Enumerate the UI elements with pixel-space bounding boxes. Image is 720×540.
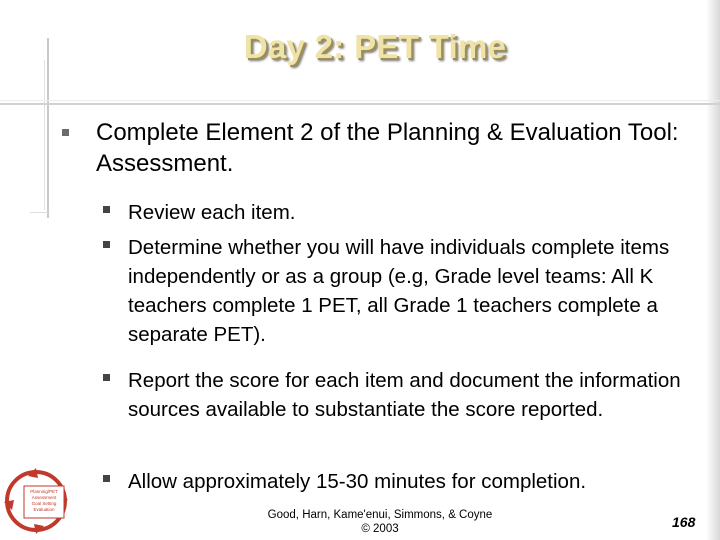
- decorative-horizontal-line-faint: [0, 100, 720, 101]
- square-bullet-icon: [103, 241, 110, 248]
- main-bullet: [62, 117, 712, 179]
- sub-bullet-text: Review each item.: [128, 201, 296, 224]
- logo-text: Assessment: [31, 495, 57, 500]
- square-bullet-icon: [103, 374, 110, 381]
- credit-authors: Good, Harn, Kame'enui, Simmons, & Coyne: [267, 509, 493, 521]
- slide-title: Day 2: PET Time: [243, 28, 507, 65]
- decorative-vertical-line-faint: [44, 60, 45, 210]
- sub-bullet: [103, 366, 708, 424]
- credit-year: © 2003: [361, 523, 399, 535]
- decorative-short-line: [30, 212, 50, 213]
- main-bullet-text: Complete Element 2 of the Planning & Evaluation Tool: Assessment.: [96, 119, 679, 177]
- cycle-arrows-logo-icon: [0, 466, 72, 536]
- logo-text: Goal Setting: [31, 501, 57, 506]
- sub-bullet-text: Determine whether you will have individuals complete items independently or as a group (e.g, Grade level teams: All K teachers complete 1 PET, all Grade 1 teachers complete a separate PET).: [128, 236, 670, 346]
- sub-bullet-text: Report the score for each item and document the information sources available to substantiate the score reported.: [128, 369, 681, 421]
- page-number: 168: [672, 514, 696, 530]
- square-bullet-icon: [103, 475, 110, 482]
- sub-bullet: [103, 233, 708, 349]
- footer-credit: [245, 508, 515, 536]
- logo-text: Evaluation: [33, 507, 55, 512]
- sub-bullet: [103, 198, 708, 227]
- sub-bullet-text: Allow approximately 15-30 minutes for completion.: [128, 470, 587, 493]
- square-bullet-icon: [62, 129, 69, 136]
- decorative-horizontal-line: [0, 103, 720, 105]
- square-bullet-icon: [103, 206, 110, 213]
- sub-bullet: [103, 467, 708, 496]
- right-edge-shadow: [706, 0, 720, 540]
- logo-text: Planning/PET: [30, 489, 58, 494]
